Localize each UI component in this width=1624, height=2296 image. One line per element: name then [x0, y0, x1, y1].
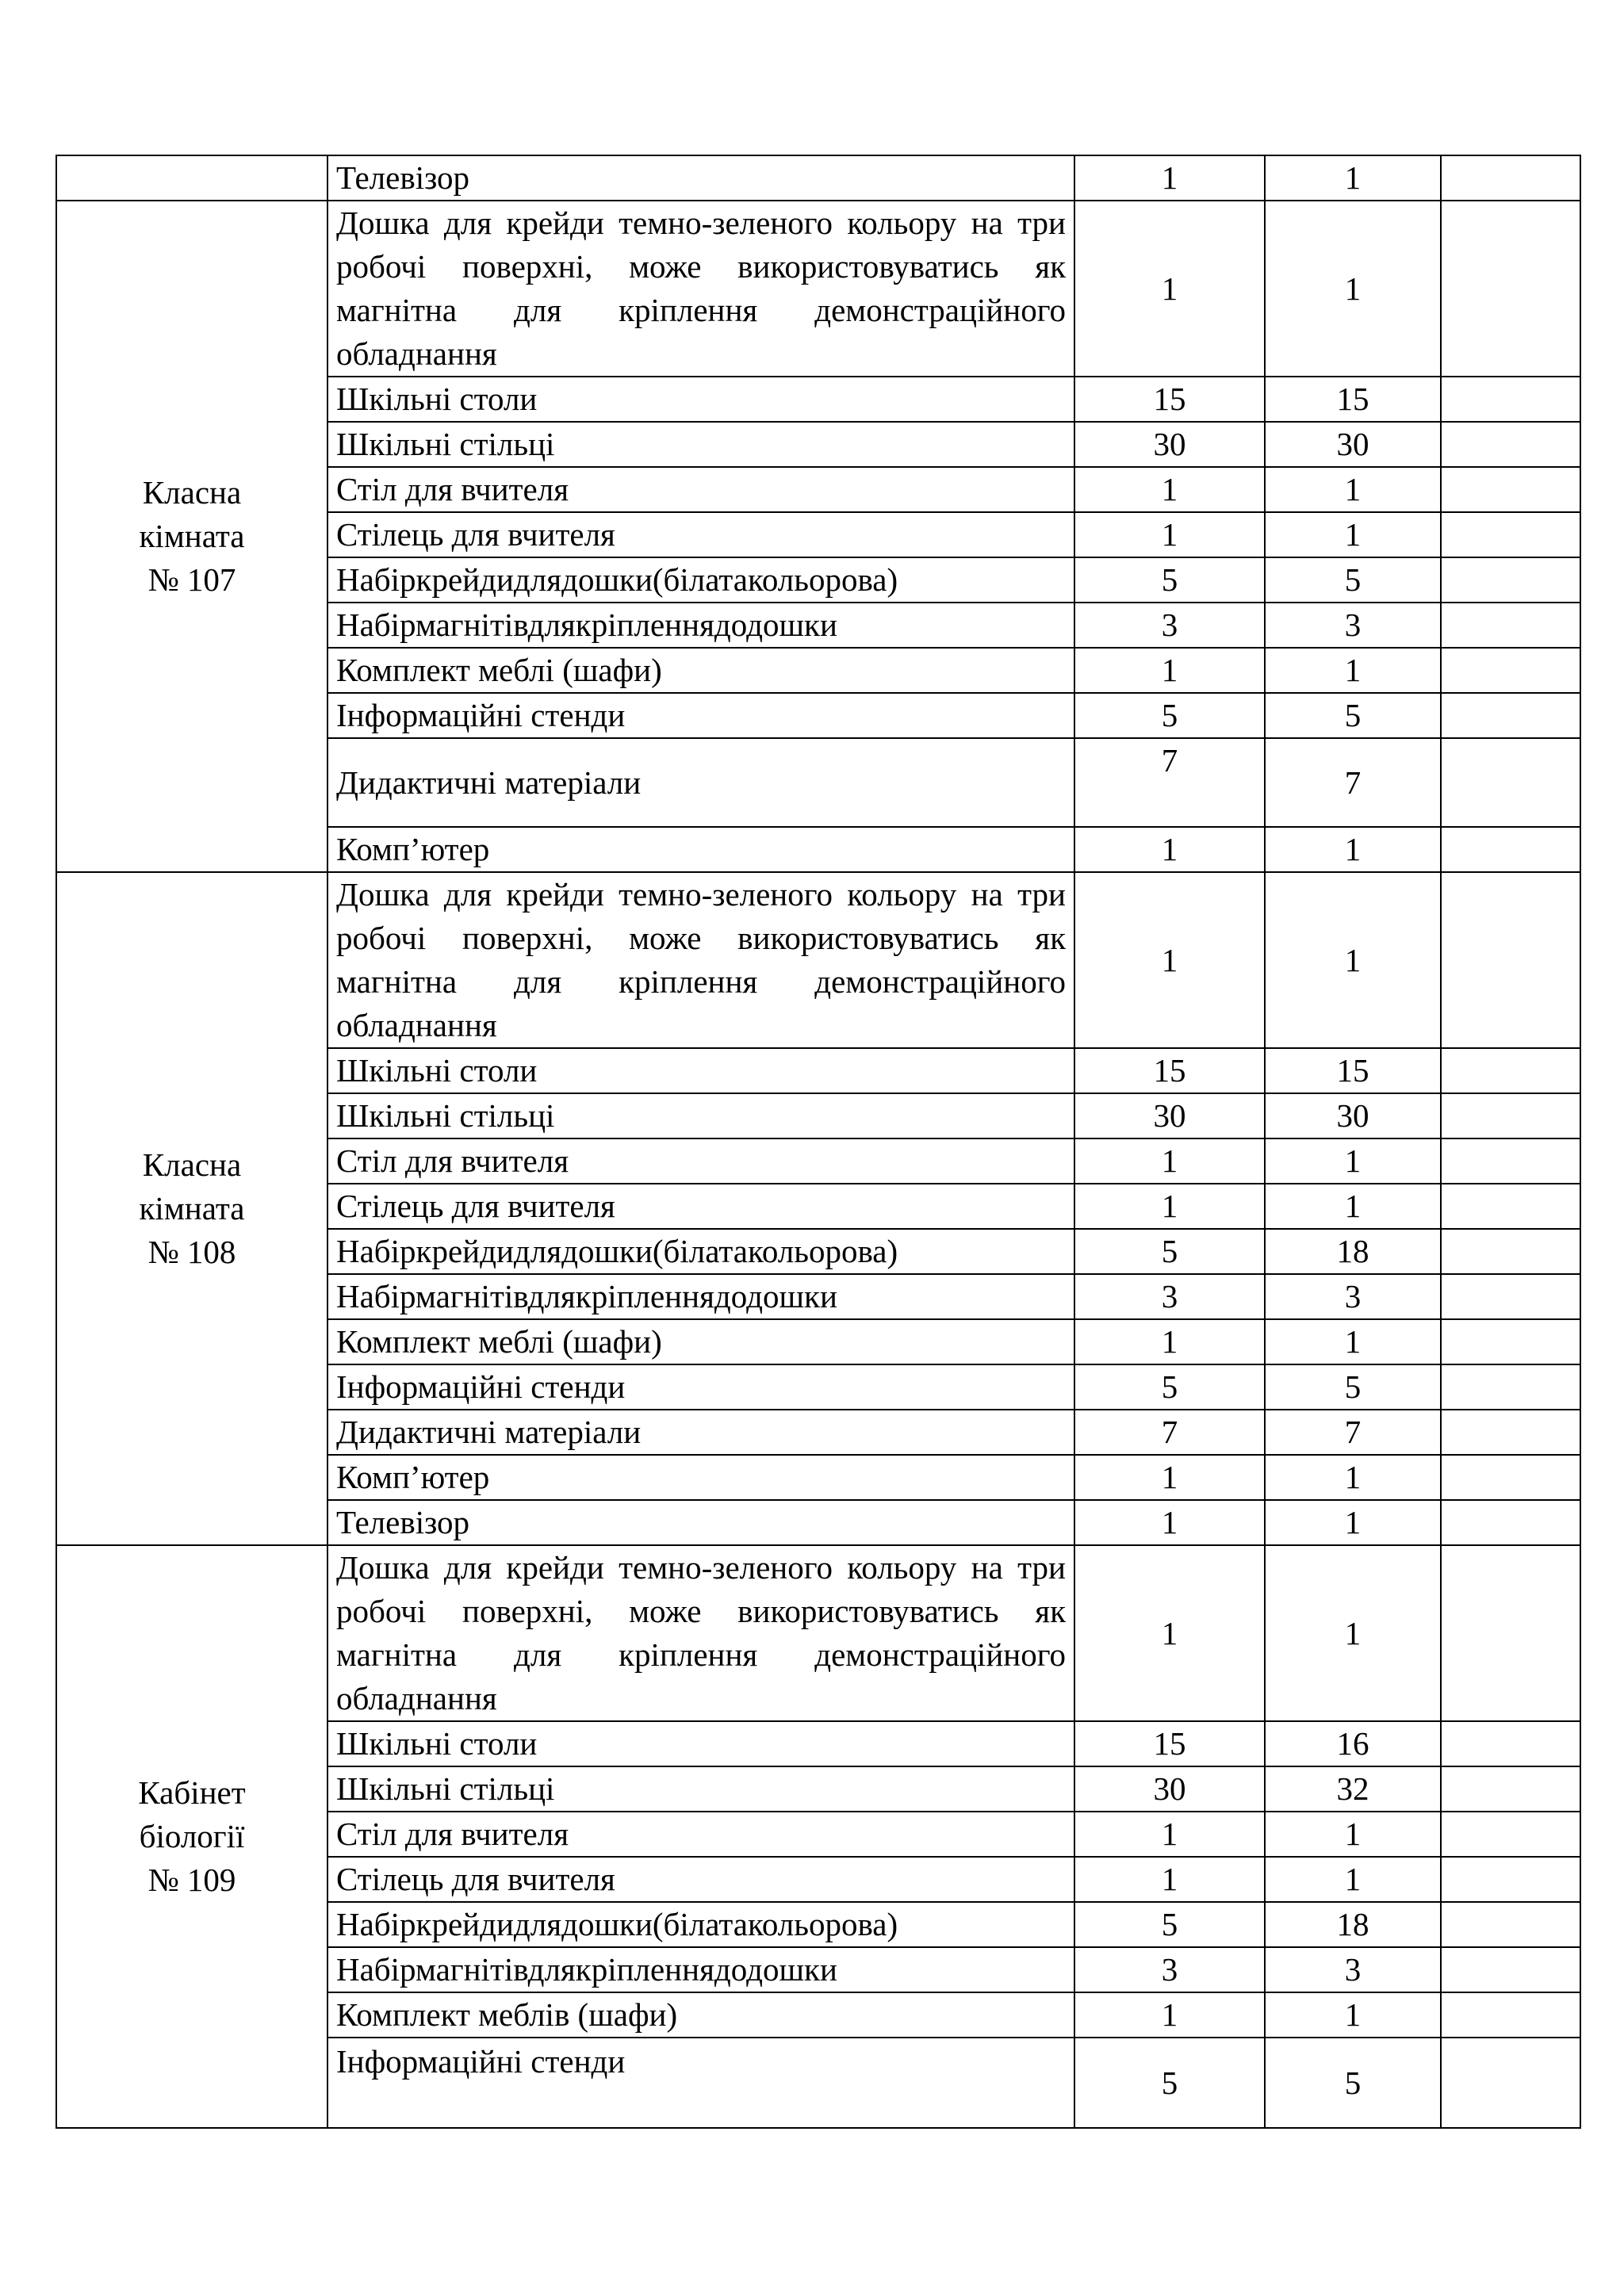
empty-cell	[1441, 738, 1580, 827]
quantity-required: 5	[1074, 557, 1265, 603]
empty-cell	[1441, 422, 1580, 467]
quantity-required: 5	[1074, 2038, 1265, 2128]
empty-cell	[1441, 1455, 1580, 1500]
quantity-available: 3	[1265, 1274, 1441, 1319]
item-name: Дидактичні матеріали	[327, 1410, 1074, 1455]
empty-cell	[1441, 1184, 1580, 1229]
empty-cell	[1441, 693, 1580, 738]
quantity-available: 15	[1265, 377, 1441, 422]
empty-cell	[1441, 1947, 1580, 1992]
empty-cell	[1441, 557, 1580, 603]
empty-cell	[1441, 1093, 1580, 1138]
item-name: Шкільні стільці	[327, 1093, 1074, 1138]
quantity-available: 1	[1265, 1857, 1441, 1902]
table-row	[56, 201, 1580, 377]
quantity-available: 30	[1265, 422, 1441, 467]
quantity-available: 15	[1265, 1048, 1441, 1093]
quantity-required: 3	[1074, 603, 1265, 648]
table-row	[56, 872, 1580, 1048]
item-name: Стіл для вчителя	[327, 1138, 1074, 1184]
quantity-required: 1	[1074, 1857, 1265, 1902]
item-name: Набіркрейдидлядошки(білатакольорова)	[327, 1902, 1074, 1947]
item-name: Стілець для вчителя	[327, 1857, 1074, 1902]
quantity-available: 1	[1265, 1184, 1441, 1229]
empty-cell	[1441, 512, 1580, 557]
quantity-required: 1	[1074, 1319, 1265, 1364]
item-name: Набірмагнітівдлякріпленнядодошки	[327, 1274, 1074, 1319]
quantity-available: 1	[1265, 827, 1441, 872]
empty-cell	[1441, 827, 1580, 872]
empty-cell	[1441, 1545, 1580, 1721]
empty-cell	[1441, 1721, 1580, 1766]
item-name: Набірмагнітівдлякріпленнядодошки	[327, 1947, 1074, 1992]
quantity-available: 1	[1265, 201, 1441, 377]
item-name: Комплект меблів (шафи)	[327, 1992, 1074, 2038]
item-name: Шкільні столи	[327, 1721, 1074, 1766]
quantity-required: 30	[1074, 422, 1265, 467]
empty-cell	[1441, 1902, 1580, 1947]
item-name: Дошка для крейди темно-зеленого кольору на три робочі поверхні, може використовуватись як магнітна для кріплення демонстраційного обладнання	[327, 201, 1074, 377]
item-name: Стілець для вчителя	[327, 512, 1074, 557]
empty-cell	[1441, 2038, 1580, 2128]
item-name: Комп’ютер	[327, 827, 1074, 872]
quantity-available: 3	[1265, 1947, 1441, 1992]
quantity-available: 1	[1265, 1455, 1441, 1500]
quantity-available: 1	[1265, 155, 1441, 201]
quantity-available: 5	[1265, 693, 1441, 738]
quantity-required: 1	[1074, 1992, 1265, 2038]
quantity-required: 5	[1074, 1229, 1265, 1274]
quantity-available: 7	[1265, 1410, 1441, 1455]
item-name: Стіл для вчителя	[327, 1812, 1074, 1857]
empty-cell	[1441, 648, 1580, 693]
item-name: Інформаційні стенди	[327, 1364, 1074, 1410]
item-name: Дошка для крейди темно-зеленого кольору на три робочі поверхні, може використовуватись як магнітна для кріплення демонстраційного обладнання	[327, 1545, 1074, 1721]
quantity-required: 1	[1074, 872, 1265, 1048]
table-row	[56, 1545, 1580, 1721]
quantity-required: 1	[1074, 467, 1265, 512]
item-name: Комп’ютер	[327, 1455, 1074, 1500]
empty-cell	[1441, 1857, 1580, 1902]
quantity-available: 1	[1265, 1319, 1441, 1364]
table-row	[56, 155, 1580, 201]
quantity-required: 3	[1074, 1274, 1265, 1319]
quantity-required: 7	[1074, 1410, 1265, 1455]
empty-cell	[1441, 1274, 1580, 1319]
empty-cell	[1441, 1410, 1580, 1455]
room-cell	[56, 155, 327, 201]
room-cell: Класна кімната № 108	[56, 872, 327, 1545]
room-cell: Класна кімната № 107	[56, 201, 327, 872]
quantity-available: 5	[1265, 557, 1441, 603]
quantity-required: 5	[1074, 693, 1265, 738]
empty-cell	[1441, 467, 1580, 512]
quantity-available: 18	[1265, 1902, 1441, 1947]
empty-cell	[1441, 377, 1580, 422]
quantity-required: 1	[1074, 648, 1265, 693]
quantity-required: 3	[1074, 1947, 1265, 1992]
quantity-required: 7	[1074, 738, 1265, 827]
quantity-required: 15	[1074, 377, 1265, 422]
quantity-available: 16	[1265, 1721, 1441, 1766]
empty-cell	[1441, 872, 1580, 1048]
item-name: Інформаційні стенди	[327, 693, 1074, 738]
empty-cell	[1441, 603, 1580, 648]
item-name: Дидактичні матеріали	[327, 738, 1074, 827]
quantity-required: 5	[1074, 1364, 1265, 1410]
item-name: Стіл для вчителя	[327, 467, 1074, 512]
quantity-required: 30	[1074, 1093, 1265, 1138]
item-name: Шкільні стільці	[327, 422, 1074, 467]
item-name: Шкільні столи	[327, 377, 1074, 422]
empty-cell	[1441, 1048, 1580, 1093]
item-name: Шкільні стільці	[327, 1766, 1074, 1812]
quantity-available: 3	[1265, 603, 1441, 648]
quantity-available: 18	[1265, 1229, 1441, 1274]
quantity-required: 5	[1074, 1902, 1265, 1947]
empty-cell	[1441, 1364, 1580, 1410]
item-name: Набіркрейдидлядошки(білатакольорова)	[327, 557, 1074, 603]
item-name: Комплект меблі (шафи)	[327, 648, 1074, 693]
quantity-required: 1	[1074, 1812, 1265, 1857]
item-name: Стілець для вчителя	[327, 1184, 1074, 1229]
quantity-available: 1	[1265, 467, 1441, 512]
empty-cell	[1441, 1500, 1580, 1545]
quantity-available: 1	[1265, 1138, 1441, 1184]
quantity-available: 1	[1265, 648, 1441, 693]
empty-cell	[1441, 1229, 1580, 1274]
empty-cell	[1441, 1319, 1580, 1364]
item-name: Телевізор	[327, 155, 1074, 201]
empty-cell	[1441, 201, 1580, 377]
item-name: Дошка для крейди темно-зеленого кольору на три робочі поверхні, може використовуватись як магнітна для кріплення демонстраційного обладнання	[327, 872, 1074, 1048]
quantity-available: 1	[1265, 1545, 1441, 1721]
empty-cell	[1441, 1766, 1580, 1812]
room-cell: Кабінет біології № 109	[56, 1545, 327, 2128]
quantity-available: 1	[1265, 1992, 1441, 2038]
quantity-required: 1	[1074, 155, 1265, 201]
quantity-available: 1	[1265, 1500, 1441, 1545]
quantity-available: 5	[1265, 2038, 1441, 2128]
quantity-required: 1	[1074, 1545, 1265, 1721]
item-name: Комплект меблі (шафи)	[327, 1319, 1074, 1364]
quantity-required: 30	[1074, 1766, 1265, 1812]
quantity-available: 1	[1265, 1812, 1441, 1857]
quantity-required: 1	[1074, 1500, 1265, 1545]
quantity-available: 30	[1265, 1093, 1441, 1138]
quantity-required: 15	[1074, 1048, 1265, 1093]
item-name: Шкільні столи	[327, 1048, 1074, 1093]
quantity-available: 32	[1265, 1766, 1441, 1812]
item-name: Набірмагнітівдлякріпленнядодошки	[327, 603, 1074, 648]
item-name: Набіркрейдидлядошки(білатакольорова)	[327, 1229, 1074, 1274]
inventory-table	[56, 155, 1581, 2129]
empty-cell	[1441, 1138, 1580, 1184]
empty-cell	[1441, 1992, 1580, 2038]
quantity-available: 5	[1265, 1364, 1441, 1410]
quantity-required: 1	[1074, 827, 1265, 872]
quantity-required: 1	[1074, 1455, 1265, 1500]
quantity-available: 1	[1265, 512, 1441, 557]
quantity-required: 15	[1074, 1721, 1265, 1766]
empty-cell	[1441, 155, 1580, 201]
quantity-required: 1	[1074, 201, 1265, 377]
quantity-required: 1	[1074, 1138, 1265, 1184]
empty-cell	[1441, 1812, 1580, 1857]
quantity-available: 7	[1265, 738, 1441, 827]
quantity-required: 1	[1074, 512, 1265, 557]
item-name: Телевізор	[327, 1500, 1074, 1545]
item-name: Інформаційні стенди	[327, 2038, 1074, 2128]
quantity-required: 1	[1074, 1184, 1265, 1229]
quantity-available: 1	[1265, 872, 1441, 1048]
